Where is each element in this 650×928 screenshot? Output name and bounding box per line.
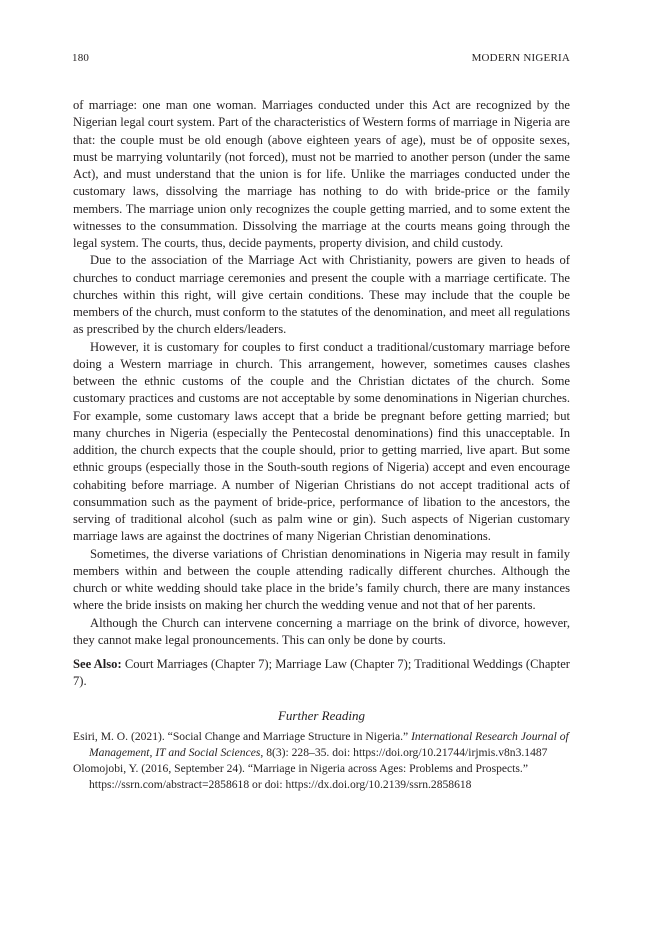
reference-entry (73, 761, 570, 793)
paragraph: However, it is customary for couples to first conduct a traditional/customary marriage before doing a Western marriage in church. This arrangement, however, sometimes causes clashes between the ethnic customs of the couple and the Christian dictates of the church. Some customary practices and customs are not acceptable by some denominations in Nigerian churches. For example, some customary laws accept that a bride be pregnant before getting married; but many churches in Nigeria (especially the Pentecostal denominations) find this unacceptable. In addition, the church expects that the couple should, prior to getting married, live apart. But some ethnic groups (especially those in the South-south regions of Nigeria) accept and even encourage cohabiting before marriage. A number of Nigerian Christians do not accept traditional acts of consummation such as the payment of bride-price, performance of libation to the ancestors, the serving of traditional alcohol (such as palm wine or gin). Such aspects of Nigerian customary marriage laws are against the doctrines of many Nigerian Christian denominations. (73, 339, 570, 544)
paragraph: Due to the association of the Marriage Act with Christianity, powers are given to heads of churches to conduct marriage ceremonies and present the couple with a marriage certificate. The churches within this right, will give certain conditions. These may include that the couple be members of the church, must conform to the statutes of the denomination, and meet all regulations as prescribed by the church elders/leaders. (73, 253, 570, 337)
see-also-text: Court Marriages (Chapter 7); Marriage Law (Chapter 7); Traditional Weddings (Chapter 7). (73, 657, 570, 689)
paragraph: of marriage: one man one woman. Marriages conducted under this Act are recognized by the Nigerian legal court system. Part of the characteristics of Western forms of marriage in Nigeria are that: the couple must be old enough (above eighteen years of age), must be of opposite sexes, must be marrying voluntarily (not forced), must not be married to another person (under the same Act), and must understand that the union is for life. Unlike the marriages conducted under the customary laws, dissolving the marriage has nothing to do with bride-price or the family members. The marriage union only recognizes the couple getting married, and to some extent the witnesses to the consummation. Dissolving the marriage at the courts means going through the legal system. The courts, thus, decide payments, property division, and child custody. (73, 98, 570, 250)
running-header (72, 52, 570, 64)
further-reading-heading: Further Reading (277, 707, 365, 723)
see-also-label: See Also: (73, 657, 122, 671)
reference-text: Esiri, M. O. (2021). “Social Change and Marriage Structure in Nigeria.” (73, 729, 412, 743)
see-also (73, 656, 570, 691)
reference-text: , 8(3): 228–35. doi: https://doi.org/10.21744/irjmis.v8n3.1487 (260, 745, 548, 759)
reference-entry (73, 729, 570, 761)
reference-journal: International Research Journal of Management, IT and Social Sciences (89, 729, 569, 759)
page-number: 180 (72, 52, 90, 64)
paragraph: Sometimes, the diverse variations of Christian denominations in Nigeria may result in family members within and between the couple attending radically different churches. Although the church or white wedding should take place in the bride’s family church, there are many instances where the bride insists on making her church the wedding venue and not that of her parents. (73, 546, 570, 613)
reference-text: Olomojobi, Y. (2016, September 24). “Marriage in Nigeria across Ages: Problems and Prospects.” https://ssrn.com/abstract=2858618 or doi: https://dx.doi.org/10.2139/ssrn.2858618 (73, 761, 528, 791)
paragraph: Although the Church can intervene concerning a marriage on the brink of divorce, however, they cannot make legal pronouncements. This can only be done by courts. (73, 615, 570, 647)
body-text (73, 97, 570, 793)
running-title: MODERN NIGERIA (471, 52, 570, 64)
